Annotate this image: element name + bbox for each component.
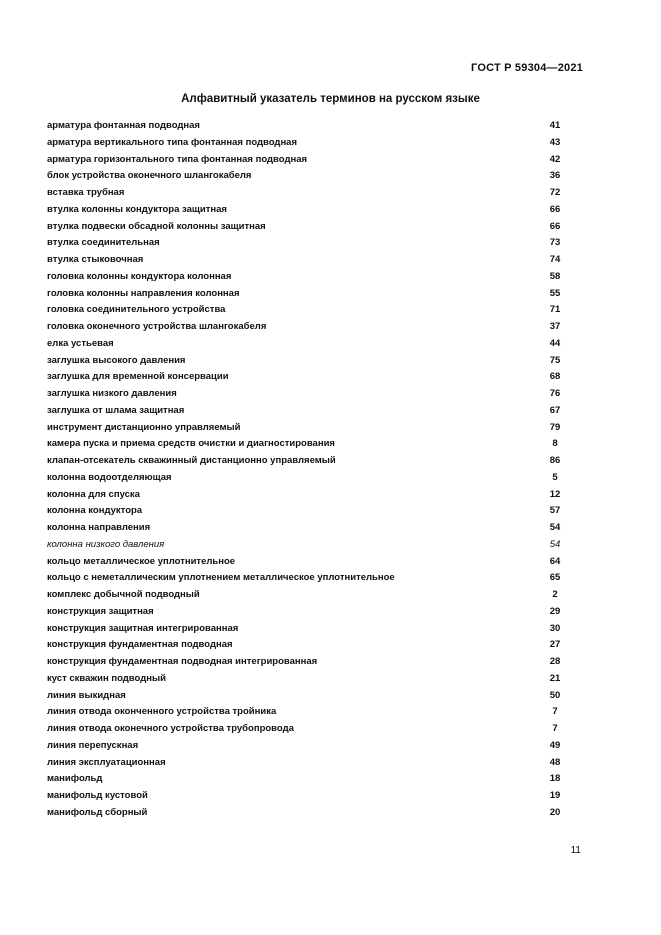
index-entry [47,355,570,372]
index-entry [47,790,570,807]
index-entry [47,807,570,824]
index-term-number: 41 [549,120,561,131]
index-entry [47,254,570,271]
index-term-number: 66 [549,203,561,215]
term-index-list [47,120,570,824]
index-term: куст скважин подводный [47,672,166,684]
index-entry [47,556,570,573]
index-term: манифольд кустовой [47,790,148,801]
index-term-number: 67 [549,404,561,416]
index-entry [47,522,570,539]
index-entry [47,371,570,388]
index-term: елка устьевая [47,337,114,349]
index-term: линия отвода оконченного устройства тройника [47,706,277,718]
index-term: линия эксплуатационная [47,756,166,768]
index-entry [47,472,570,489]
index-term-number: 58 [549,270,561,282]
index-term: арматура фонтанная подводная [47,120,200,131]
index-term-number: 48 [549,756,561,768]
index-term: кольцо металлическое уплотнительное [47,555,236,567]
index-term-number: 43 [549,136,561,148]
index-term: инструмент дистанционно управляемый [47,421,241,433]
index-term-number: 21 [549,672,561,684]
index-entry [47,154,570,171]
index-term-number: 50 [549,689,561,701]
index-entry [47,137,570,154]
index-entry [47,388,570,405]
index-entry [47,304,570,321]
index-term-number: 8 [552,438,558,450]
index-term: арматура горизонтального типа фонтанная подводная [47,153,308,165]
index-entry [47,690,570,707]
index-term: арматура вертикального типа фонтанная подводная [47,136,298,148]
index-entry [47,505,570,522]
index-term: головка оконечного устройства шлангокабеля [47,321,267,332]
index-term: втулка соединительная [47,237,160,249]
index-term-number: 65 [549,572,561,584]
index-entry [47,221,570,238]
index-entry [47,757,570,774]
index-term: конструкция защитная [47,605,154,617]
index-term-number: 37 [549,321,561,332]
index-term: конструкция фундаментная подводная интегрированная [47,656,318,667]
index-term: заглушка высокого давления [47,354,186,366]
index-term: линия отвода оконечного устройства трубопровода [47,723,294,734]
index-term-number: 79 [549,421,561,433]
index-term-number: 20 [549,806,561,818]
index-entry [47,237,570,254]
index-entry [47,623,570,640]
index-term-number: 42 [549,153,561,165]
index-term-number: 2 [552,589,558,600]
document-code: ГОСТ Р 59304—2021 [471,62,583,74]
index-entry [47,422,570,439]
index-entry [47,539,570,556]
index-term: манифольд [47,773,103,785]
index-term-number: 57 [549,505,561,517]
index-term: колонна для спуска [47,488,140,500]
index-entry [47,288,570,305]
index-term-number: 29 [549,605,561,617]
index-term: вставка трубная [47,187,125,198]
index-term-number: 54 [549,522,561,533]
index-entry [47,321,570,338]
index-entry [47,204,570,221]
index-entry [47,271,570,288]
index-entry [47,187,570,204]
index-term-number: 75 [549,354,561,366]
index-term-number: 74 [549,254,561,265]
index-term: заглушка от шлама защитная [47,404,185,416]
index-term-number: 7 [552,723,558,734]
index-term-number: 66 [549,220,561,232]
index-term-number: 5 [552,471,558,483]
index-term: конструкция защитная интегрированная [47,622,239,634]
index-term: головка колонны направления колонная [47,287,240,299]
index-term: втулка стыковочная [47,254,144,265]
index-term: втулка подвески обсадной колонны защитная [47,220,266,232]
index-term: заглушка для временной консервации [47,371,229,383]
index-entry [47,740,570,757]
index-term-number: 54 [549,538,561,550]
index-entry [47,120,570,137]
index-entry [47,656,570,673]
index-term: конструкция фундаментная подводная [47,639,233,651]
index-entry [47,606,570,623]
index-entry [47,773,570,790]
index-term-number: 72 [549,187,561,198]
index-term-number: 27 [549,639,561,651]
index-term-number: 55 [549,287,561,299]
index-entry [47,489,570,506]
index-term: линия выкидная [47,689,126,701]
index-term: комплекс добычной подводный [47,589,200,600]
index-term: блок устройства оконечного шлангокабеля [47,170,252,182]
index-term-number: 18 [549,773,561,785]
index-entry [47,338,570,355]
index-term: заглушка низкого давления [47,388,177,399]
index-term: манифольд сборный [47,806,148,818]
index-entry [47,723,570,740]
index-term: колонна низкого давления [47,538,165,550]
index-term: кольцо с неметаллическим уплотнением металлическое уплотнительное [47,572,395,584]
index-term-number: 30 [549,622,561,634]
index-entry [47,405,570,422]
index-entry [47,673,570,690]
index-term: втулка колонны кондуктора защитная [47,203,227,215]
index-title: Алфавитный указатель терминов на русском языке [181,93,480,105]
index-term: колонна направления [47,522,151,533]
index-entry [47,438,570,455]
index-term-number: 73 [549,237,561,249]
index-entry [47,170,570,187]
index-entry [47,706,570,723]
index-term-number: 86 [549,455,561,466]
index-term-number: 12 [549,488,561,500]
page-number: 11 [570,845,581,856]
index-entry [47,572,570,589]
index-entry [47,455,570,472]
index-term: линия перепускная [47,739,139,751]
index-term: камера пуска и приема средств очистки и диагностирования [47,438,335,450]
index-term-number: 49 [549,739,561,751]
index-term-number: 71 [549,304,561,316]
index-term-number: 19 [549,790,561,801]
index-term: головка колонны кондуктора колонная [47,270,232,282]
index-term-number: 44 [549,337,561,349]
index-term: клапан-отсекатель скважинный дистанционно управляемый [47,455,336,466]
index-term-number: 7 [552,706,558,718]
index-term: колонна водоотделяющая [47,471,172,483]
index-term-number: 64 [549,555,561,567]
index-term: колонна кондуктора [47,505,143,517]
index-entry [47,639,570,656]
index-term-number: 76 [549,388,561,399]
index-entry [47,589,570,606]
index-term-number: 36 [549,170,561,182]
index-term: головка соединительного устройства [47,304,226,316]
index-term-number: 28 [549,656,561,667]
index-term-number: 68 [549,371,561,383]
